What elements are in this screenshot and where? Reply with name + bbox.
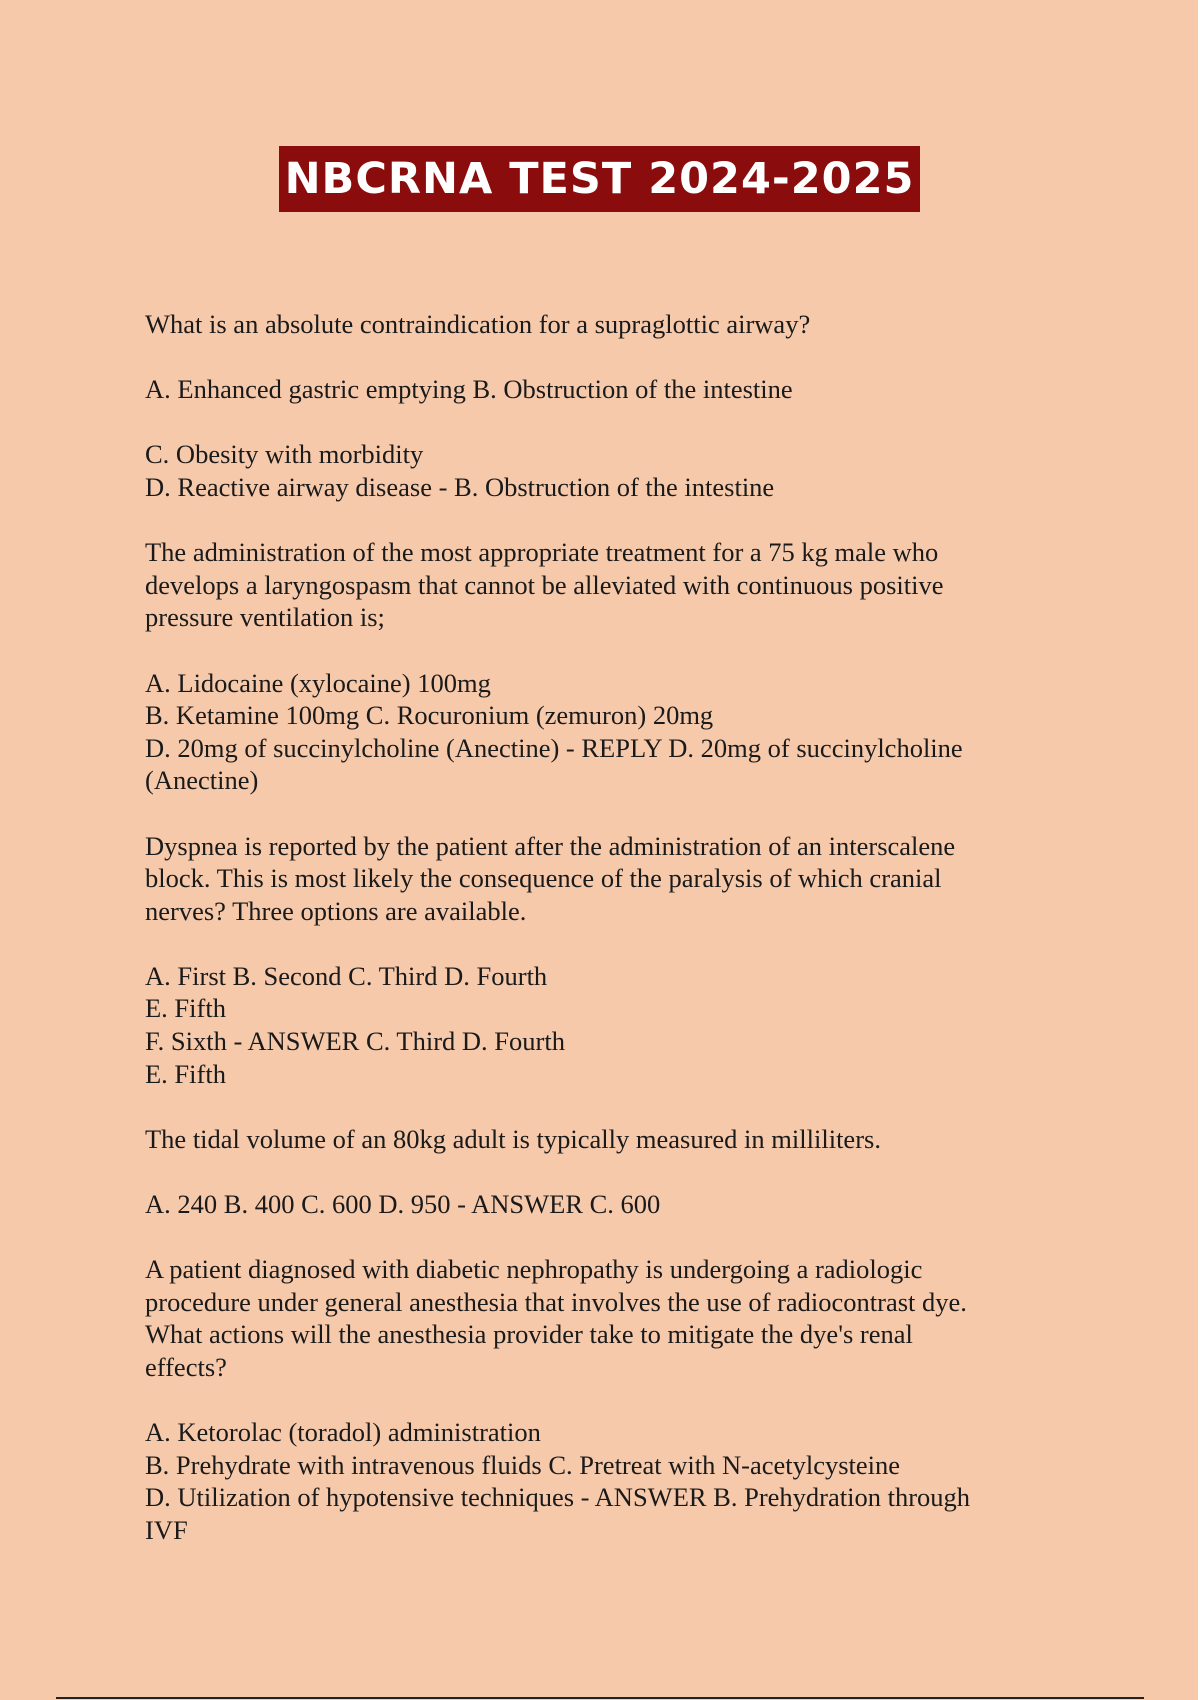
question-1-options-a-b: [145, 373, 1045, 406]
text-line: D. Reactive airway disease - B. Obstruction of the intestine: [145, 471, 775, 502]
text-line: D. Utilization of hypotensive techniques - ANSWER B. Prehydration through: [145, 1482, 971, 1513]
text-line: develops a laryngospasm that cannot be alleviated with continuous positive: [145, 569, 944, 600]
question-4-options-answer: [145, 1188, 1045, 1221]
text-line: block. This is most likely the consequence of the paralysis of which cranial: [145, 863, 942, 894]
text-line: C. Obesity with morbidity: [145, 439, 424, 470]
text-line: A. First B. Second C. Third D. Fourth: [145, 960, 548, 991]
text-line: A patient diagnosed with diabetic nephropathy is undergoing a radiologic: [145, 1254, 923, 1285]
text-line: nerves? Three options are available.: [145, 895, 527, 926]
question-5-options-answer: [145, 1416, 1045, 1546]
text-line: A. Ketorolac (toradol) administration: [145, 1417, 541, 1448]
question-3-options-answer: [145, 960, 1045, 1090]
document-title: NBCRNA TEST 2024-2025: [284, 154, 915, 204]
text-line: What is an absolute contraindication for a supraglottic airway?: [145, 309, 811, 339]
question-4-stem: [145, 1123, 1045, 1156]
text-line: A. Enhanced gastric emptying B. Obstruction of the intestine: [145, 374, 793, 405]
text-line: IVF: [145, 1514, 188, 1545]
question-5-stem: [145, 1253, 1045, 1383]
question-1-options-c-d-answer: [145, 438, 1045, 503]
text-line: E. Fifth: [145, 993, 226, 1024]
text-line: Dyspnea is reported by the patient after the administration of an interscalene: [145, 830, 956, 861]
text-line: What actions will the anesthesia provider take to mitigate the dye's renal: [145, 1319, 913, 1350]
text-line: D. 20mg of succinylcholine (Anectine) - REPLY D. 20mg of succinylcholine: [145, 732, 963, 763]
text-line: pressure ventilation is;: [145, 602, 385, 633]
text-line: The administration of the most appropriate treatment for a 75 kg male who: [145, 537, 939, 568]
document-body: [145, 308, 1045, 1579]
text-line: B. Prehydrate with intravenous fluids C. Pretreat with N-acetylcysteine: [145, 1449, 901, 1480]
question-3-stem: [145, 830, 1045, 928]
text-line: A. Lidocaine (xylocaine) 100mg: [145, 667, 491, 698]
question-2-stem: [145, 536, 1045, 634]
text-line: B. Ketamine 100mg C. Rocuronium (zemuron) 20mg: [145, 700, 714, 731]
footer-rule: [56, 1697, 1144, 1699]
text-line: The tidal volume of an 80kg adult is typically measured in milliliters.: [145, 1123, 881, 1154]
question-2-options-answer: [145, 667, 1045, 797]
title-banner: [279, 146, 920, 212]
text-line: F. Sixth - ANSWER C. Third D. Fourth: [145, 1026, 565, 1057]
text-line: A. 240 B. 400 C. 600 D. 950 - ANSWER C. 600: [145, 1189, 661, 1220]
text-line: (Anectine): [145, 765, 259, 796]
text-line: procedure under general anesthesia that involves the use of radiocontrast dye.: [145, 1286, 967, 1317]
text-line: E. Fifth: [145, 1058, 226, 1089]
text-line: effects?: [145, 1352, 227, 1382]
question-1-stem: [145, 308, 1045, 341]
